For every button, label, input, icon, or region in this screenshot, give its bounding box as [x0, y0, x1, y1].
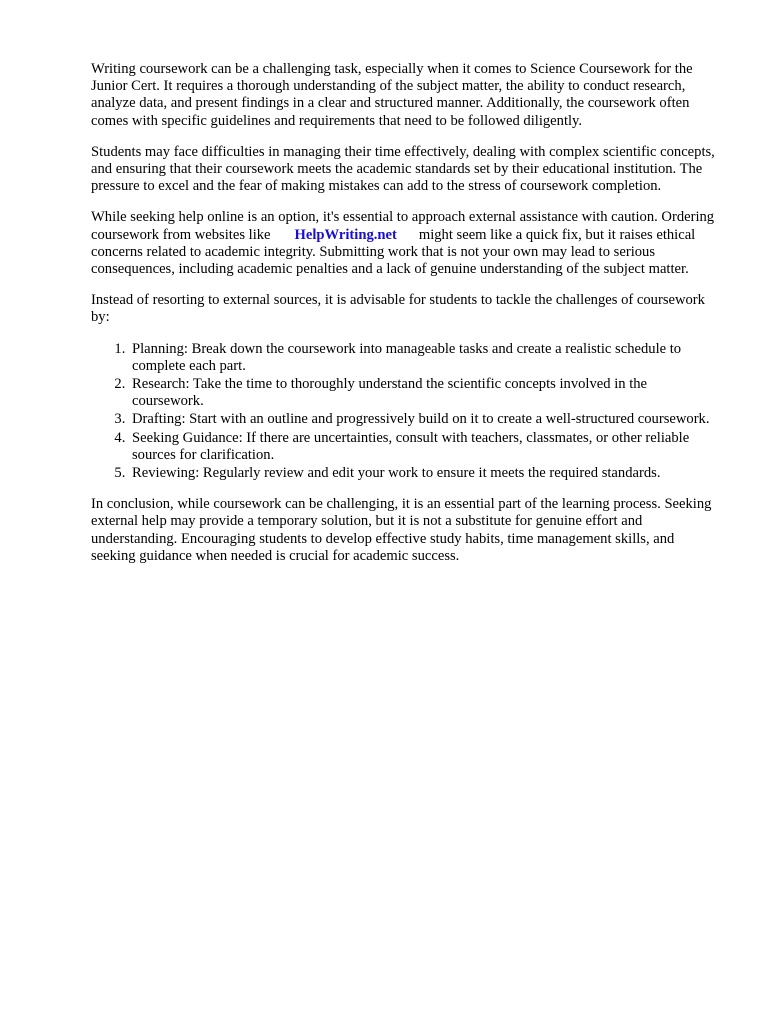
- list-item: 4. Seeking Guidance: If there are uncertainties, consult with teachers, classmates, or other reliable sources for clarification.: [129, 430, 721, 464]
- paragraph-advice: Instead of resorting to external sources, it is advisable for students to tackle the challenges of coursework by:: [91, 292, 705, 326]
- paragraph-help-online: [91, 209, 721, 278]
- paragraph-difficulties: Students may face difficulties in managing their time effectively, dealing with complex scientific concepts, and ensuring that their coursework meets the academic standards set by their educational institution. The pressure to excel and the fear of making mistakes can add to the stress of coursework completion.: [91, 143, 715, 195]
- paragraph-intro: Writing coursework can be a challenging task, especially when it comes to Science Coursework for the Junior Cert. It requires a thorough understanding of the subject matter, the ability to conduct research, analyze data, and present findings in a clear and structured manner. Additionally, the coursework often comes with specific guidelines and requirements that need to be followed diligently.: [91, 61, 693, 129]
- list-item: 3. Drafting: Start with an outline and progressively build on it to create a well-structured coursework.: [129, 411, 721, 428]
- steps-list: [91, 341, 721, 483]
- list-item: 2. Research: Take the time to thoroughly understand the scientific concepts involved in the coursework.: [129, 376, 721, 410]
- paragraph-help-online-lead: While seeking help online is an option, it's essential to approach external assistance with caution. Ordering coursework from websites like: [91, 209, 715, 243]
- document-page: [91, 61, 721, 579]
- list-item: 5. Reviewing: Regularly review and edit your work to ensure it meets the required standards.: [129, 465, 721, 482]
- list-item: 1. Planning: Break down the coursework into manageable tasks and create a realistic schedule to complete each part.: [129, 341, 721, 375]
- paragraph-help-online-tail: might seem like a quick fix, but it raises ethical concerns related to academic integrity. Submitting work that is not your own may lead to serious consequences, including academic penalties and a lack of genuine understanding of the subject matter.: [91, 226, 696, 278]
- helpwriting-link[interactable]: HelpWriting.net: [294, 226, 397, 243]
- paragraph-conclusion: In conclusion, while coursework can be challenging, it is an essential part of the learning process. Seeking external help may provide a temporary solution, but it is not a substitute for genuine effort and understanding. Encouraging students to develop effective study habits, time management skills, and seeking guidance when needed is crucial for academic success.: [91, 496, 712, 564]
